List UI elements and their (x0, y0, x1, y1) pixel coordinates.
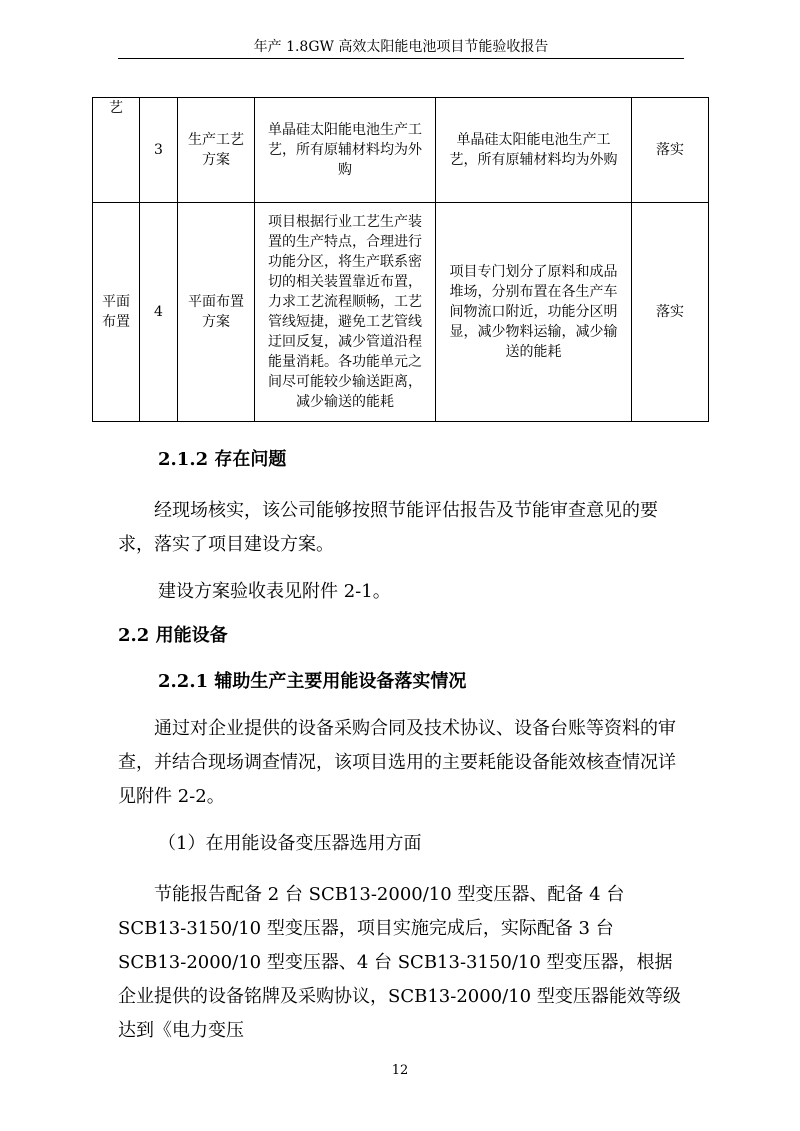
page-number: 12 (391, 1063, 409, 1078)
status-cell: 落实 (632, 203, 709, 422)
section-heading-2-1-2: 2.1.2 存在问题 (158, 449, 287, 470)
actual-cell: 项目专门划分了原料和成品堆场，分别布置在各生产车间物流口附近，功能分区明显，减少物料运输，减少输送的能耗 (436, 203, 632, 422)
table-row (93, 98, 709, 203)
running-header: 年产 1.8GW 高效太阳能电池项目节能验收报告 (253, 39, 549, 55)
paragraph: 通过对企业提供的设备采购合同及技术协议、设备台账等资料的审查，并结合现场调查情况，该项目选用的主要耗能设备能效核查情况详见附件 2-2。 (118, 718, 676, 807)
item-cell: 生产工艺方案 (178, 98, 255, 203)
paragraph: 节能报告配备 2 台 SCB13-2000/10 型变压器、配备 4 台 SCB13-3150/10 型变压器，项目实施完成后，实际配备 3 台 SCB13-2000/10 型变压器、4 台 SCB13-3150/10 型变压器，根据企业提供的设备铭牌及采购协议，SCB13-2000/10 型变压器能效等级达到《电力变压 (118, 884, 681, 1041)
plan-cell: 单晶硅太阳能电池生产工艺，所有原辅材料均为外购 (255, 98, 436, 203)
item-cell: 平面布置方案 (178, 203, 255, 422)
paragraph: （1）在用能设备变压器选用方面 (158, 833, 422, 854)
section-heading-2-2-1: 2.2.1 辅助生产主要用能设备落实情况 (158, 671, 467, 692)
number-cell: 3 (140, 98, 178, 203)
header-rule (118, 58, 684, 59)
plan-cell: 项目根据行业工艺生产装置的生产特点，合理进行功能分区，将生产联系密切的相关装置靠近布置，力求工艺流程顺畅，工艺管线短捷，避免工艺管线迂回反复，减少管道沿程能量消耗。各功能单元之间尽可能较少输送距离，减少输送的能耗 (255, 203, 436, 422)
category-cell: 艺 (93, 98, 140, 203)
section-heading-2-2: 2.2 用能设备 (118, 625, 228, 646)
actual-cell: 单晶硅太阳能电池生产工艺，所有原辅材料均为外购 (436, 98, 632, 203)
number-cell: 4 (140, 203, 178, 422)
paragraph: 建设方案验收表见附件 2-1。 (158, 581, 391, 602)
paragraph: 经现场核实，该公司能够按照节能评估报告及节能审查意见的要求，落实了项目建设方案。 (118, 500, 658, 555)
status-cell: 落实 (632, 98, 709, 203)
category-cell: 平面布置 (93, 203, 140, 422)
acceptance-table (92, 97, 709, 422)
table-row (93, 203, 709, 422)
